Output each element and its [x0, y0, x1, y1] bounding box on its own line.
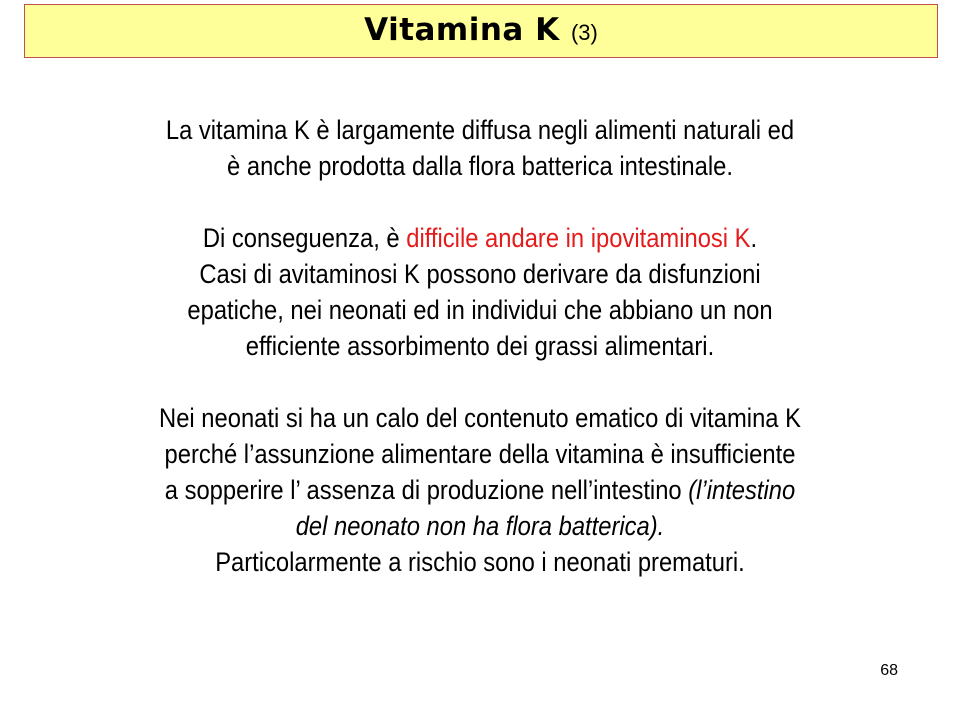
- p1-line-1: La vitamina K è largamente diffusa negli alimenti naturali ed: [165, 115, 795, 145]
- p3-line-2: perché l’assunzione alimentare della vitamina è insufficiente: [164, 439, 796, 469]
- title-sub: (3): [570, 20, 598, 45]
- paragraph-3: [93, 400, 867, 580]
- paragraph-2: [93, 220, 867, 364]
- paragraph-gap: [93, 364, 867, 400]
- slide-title: [364, 12, 598, 51]
- p2-line-4: efficiente assorbimento dei grassi alimentari.: [245, 331, 715, 361]
- p2-line-1-after: .: [750, 223, 758, 253]
- p2-line-3: epatiche, nei neonati ed in individui che abbiano un non: [187, 295, 773, 325]
- p2-line-2: Casi di avitaminosi K possono derivare da disfunzioni: [199, 259, 761, 289]
- p3-line-3-italic: (l’intestino: [688, 475, 796, 505]
- slide-body: [93, 112, 867, 580]
- p3-line-4-italic: del neonato non ha flora batterica).: [295, 511, 665, 541]
- p1-line-2: è anche prodotta dalla flora batterica intestinale.: [227, 151, 733, 181]
- p2-highlight: difficile andare in ipovitaminosi K: [406, 223, 751, 253]
- p3-line-5: Particolarmente a rischio sono i neonati prematuri.: [215, 547, 745, 577]
- title-main: Vitamina K: [364, 12, 560, 48]
- p3-line-3: a sopperire l’ assenza di produzione nell’intestino: [164, 475, 689, 505]
- paragraph-1: [93, 112, 867, 184]
- title-banner: [24, 4, 938, 58]
- paragraph-gap: [93, 184, 867, 220]
- p3-line-1: Nei neonati si ha un calo del contenuto ematico di vitamina K: [159, 403, 801, 433]
- p2-line-1-before: Di conseguenza, è: [202, 223, 407, 253]
- page-number: 68: [880, 662, 898, 679]
